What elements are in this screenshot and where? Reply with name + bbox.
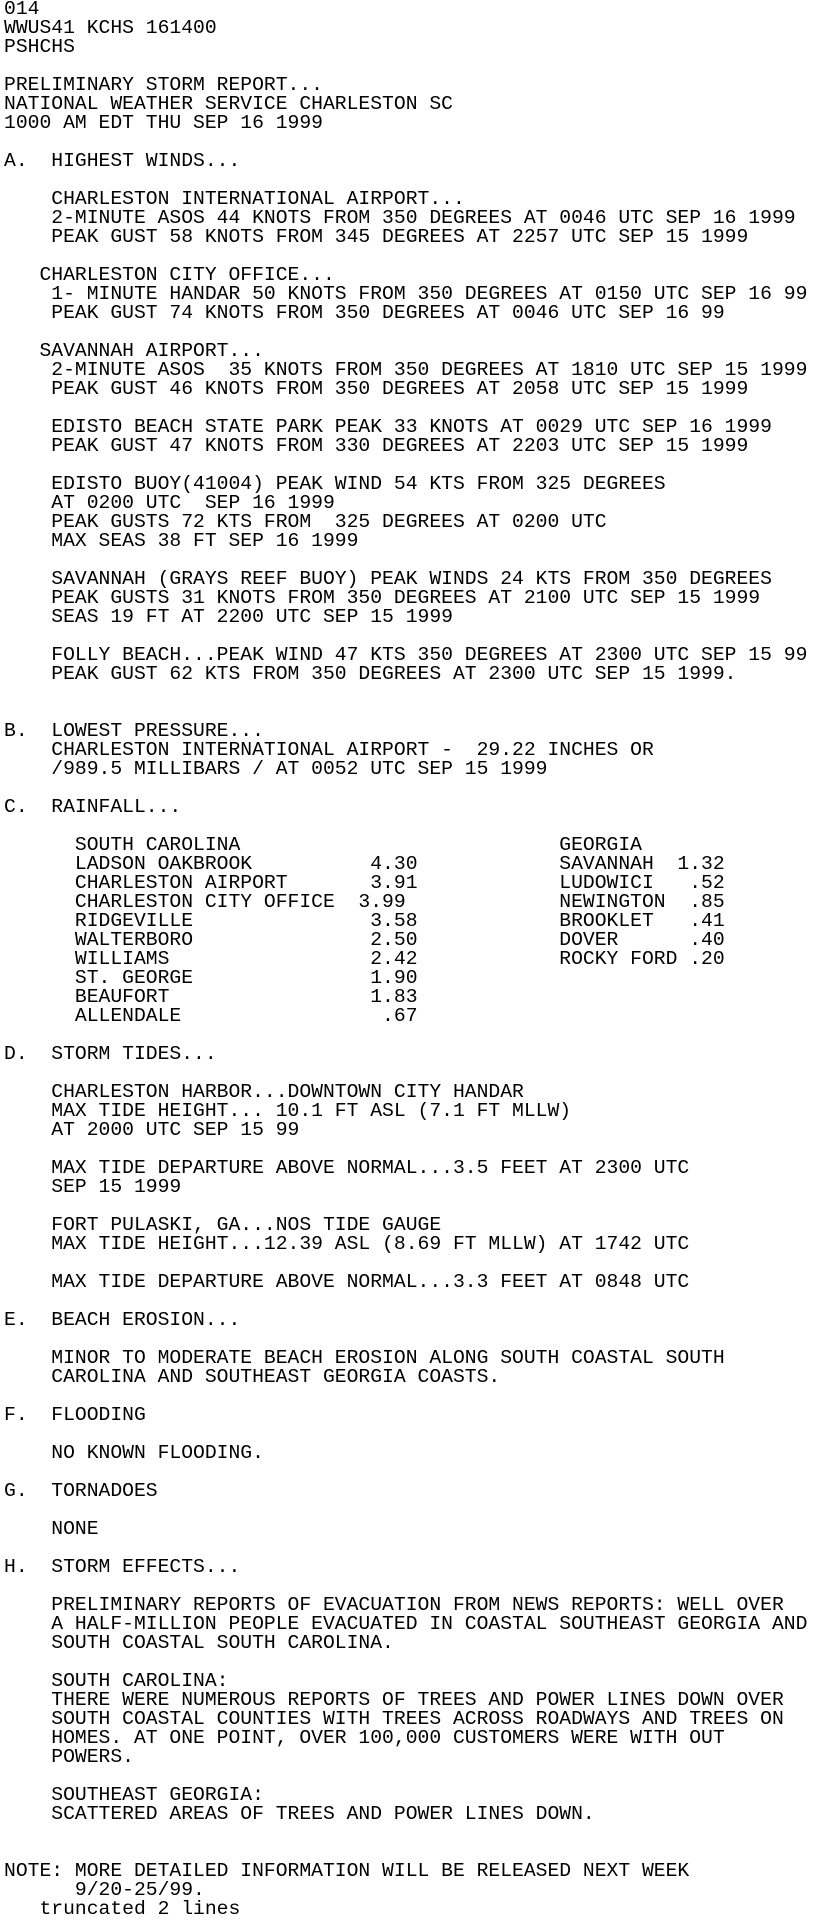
report-line: EDISTO BEACH STATE PARK PEAK 33 KNOTS AT 0029 UTC SEP 16 1999 — [4, 416, 772, 438]
report-line: SOUTH CAROLINA: — [4, 1670, 229, 1692]
report-line: FOLLY BEACH...PEAK WIND 47 KTS 350 DEGREES AT 2300 UTC SEP 15 99 — [4, 644, 808, 666]
report-line: SEP 15 1999 — [4, 1176, 182, 1198]
report-line: SOUTHEAST GEORGIA: — [4, 1784, 264, 1806]
report-line: PEAK GUST 74 KNOTS FROM 350 DEGREES AT 0046 UTC SEP 16 99 — [4, 302, 725, 324]
report-line: SOUTH CAROLINA GEORGIA — [4, 834, 642, 856]
report-line: 1000 AM EDT THU SEP 16 1999 — [4, 112, 323, 134]
report-line: RIDGEVILLE 3.58 BROOKLET .41 — [4, 910, 725, 932]
report-line: 2-MINUTE ASOS 44 KNOTS FROM 350 DEGREES AT 0046 UTC SEP 16 1999 — [4, 207, 796, 229]
report-line: BEAUFORT 1.83 — [4, 986, 418, 1008]
report-line: D. STORM TIDES... — [4, 1043, 217, 1065]
report-line: PEAK GUST 58 KNOTS FROM 345 DEGREES AT 2257 UTC SEP 15 1999 — [4, 226, 749, 248]
report-line: ST. GEORGE 1.90 — [4, 967, 418, 989]
report-line: AT 2000 UTC SEP 15 99 — [4, 1119, 300, 1141]
report-line: NONE — [4, 1518, 99, 1540]
report-line: E. BEACH EROSION... — [4, 1309, 241, 1331]
report-line: PEAK GUST 46 KNOTS FROM 350 DEGREES AT 2058 UTC SEP 15 1999 — [4, 378, 749, 400]
report-line: CHARLESTON HARBOR...DOWNTOWN CITY HANDAR — [4, 1081, 524, 1103]
report-line: F. FLOODING — [4, 1404, 146, 1426]
report-line: CHARLESTON AIRPORT 3.91 LUDOWICI .52 — [4, 872, 725, 894]
report-line: EDISTO BUOY(41004) PEAK WIND 54 KTS FROM 325 DEGREES — [4, 473, 666, 495]
report-line: PSHCHS — [4, 36, 75, 58]
report-line: MAX SEAS 38 FT SEP 16 1999 — [4, 530, 359, 552]
report-line: CHARLESTON INTERNATIONAL AIRPORT... — [4, 188, 465, 210]
report-line: WILLIAMS 2.42 ROCKY FORD .20 — [4, 948, 725, 970]
report-line: A HALF-MILLION PEOPLE EVACUATED IN COASTAL SOUTHEAST GEORGIA AND — [4, 1613, 808, 1635]
report-line: 2-MINUTE ASOS 35 KNOTS FROM 350 DEGREES AT 1810 UTC SEP 15 1999 — [4, 359, 808, 381]
report-line: H. STORM EFFECTS... — [4, 1556, 241, 1578]
report-line: WWUS41 KCHS 161400 — [4, 17, 217, 39]
report-line: PRELIMINARY STORM REPORT... — [4, 74, 323, 96]
report-line: MAX TIDE DEPARTURE ABOVE NORMAL...3.5 FEET AT 2300 UTC — [4, 1157, 690, 1179]
report-line: MAX TIDE DEPARTURE ABOVE NORMAL...3.3 FEET AT 0848 UTC — [4, 1271, 690, 1293]
report-line: MAX TIDE HEIGHT...12.39 ASL (8.69 FT MLLW) AT 1742 UTC — [4, 1233, 690, 1255]
report-line: SAVANNAH (GRAYS REEF BUOY) PEAK WINDS 24 KTS FROM 350 DEGREES — [4, 568, 772, 590]
report-line: PEAK GUSTS 31 KNOTS FROM 350 DEGREES AT 2100 UTC SEP 15 1999 — [4, 587, 761, 609]
report-line: LADSON OAKBROOK 4.30 SAVANNAH 1.32 — [4, 853, 725, 875]
report-line: NO KNOWN FLOODING. — [4, 1442, 264, 1464]
report-line: HOMES. AT ONE POINT, OVER 100,000 CUSTOMERS WERE WITH OUT — [4, 1727, 725, 1749]
report-line: NOTE: MORE DETAILED INFORMATION WILL BE RELEASED NEXT WEEK — [4, 1860, 690, 1882]
report-line: 014 — [4, 0, 40, 20]
report-line: A. HIGHEST WINDS... — [4, 150, 241, 172]
report-line: 1- MINUTE HANDAR 50 KNOTS FROM 350 DEGREES AT 0150 UTC SEP 16 99 — [4, 283, 808, 305]
report-line: SAVANNAH AIRPORT... — [4, 340, 264, 362]
report-line: B. LOWEST PRESSURE... — [4, 720, 264, 742]
report-line: FORT PULASKI, GA...NOS TIDE GAUGE — [4, 1214, 442, 1236]
report-line: THERE WERE NUMEROUS REPORTS OF TREES AND POWER LINES DOWN OVER — [4, 1689, 784, 1711]
report-line: G. TORNADOES — [4, 1480, 158, 1502]
report-line: /989.5 MILLIBARS / AT 0052 UTC SEP 15 1999 — [4, 758, 548, 780]
report-line: MINOR TO MODERATE BEACH EROSION ALONG SOUTH COASTAL SOUTH — [4, 1347, 725, 1369]
report-line: C. RAINFALL... — [4, 796, 182, 818]
report-line: SOUTH COASTAL SOUTH CAROLINA. — [4, 1632, 394, 1654]
report-line: CAROLINA AND SOUTHEAST GEORGIA COASTS. — [4, 1366, 501, 1388]
report-line: 9/20-25/99. — [4, 1879, 205, 1901]
report-line: truncated 2 lines — [4, 1898, 241, 1920]
report-line: SCATTERED AREAS OF TREES AND POWER LINES DOWN. — [4, 1803, 595, 1825]
report-line: PEAK GUST 47 KNOTS FROM 330 DEGREES AT 2203 UTC SEP 15 1999 — [4, 435, 749, 457]
report-line: PEAK GUST 62 KTS FROM 350 DEGREES AT 2300 UTC SEP 15 1999. — [4, 663, 737, 685]
report-line: POWERS. — [4, 1746, 134, 1768]
report-line: PRELIMINARY REPORTS OF EVACUATION FROM NEWS REPORTS: WELL OVER — [4, 1594, 784, 1616]
report-line: CHARLESTON CITY OFFICE 3.99 NEWINGTON .85 — [4, 891, 725, 913]
report-line: NATIONAL WEATHER SERVICE CHARLESTON SC — [4, 93, 453, 115]
report-line: WALTERBORO 2.50 DOVER .40 — [4, 929, 725, 951]
report-line: SOUTH COASTAL COUNTIES WITH TREES ACROSS ROADWAYS AND TREES ON — [4, 1708, 784, 1730]
report-line: ALLENDALE .67 — [4, 1005, 418, 1027]
report-line: CHARLESTON INTERNATIONAL AIRPORT - 29.22 INCHES OR — [4, 739, 654, 761]
report-line: SEAS 19 FT AT 2200 UTC SEP 15 1999 — [4, 606, 453, 628]
report-line: PEAK GUSTS 72 KTS FROM 325 DEGREES AT 0200 UTC — [4, 511, 607, 533]
report-line: MAX TIDE HEIGHT... 10.1 FT ASL (7.1 FT MLLW) — [4, 1100, 572, 1122]
report-line: AT 0200 UTC SEP 16 1999 — [4, 492, 335, 514]
report-line: CHARLESTON CITY OFFICE... — [4, 264, 335, 286]
